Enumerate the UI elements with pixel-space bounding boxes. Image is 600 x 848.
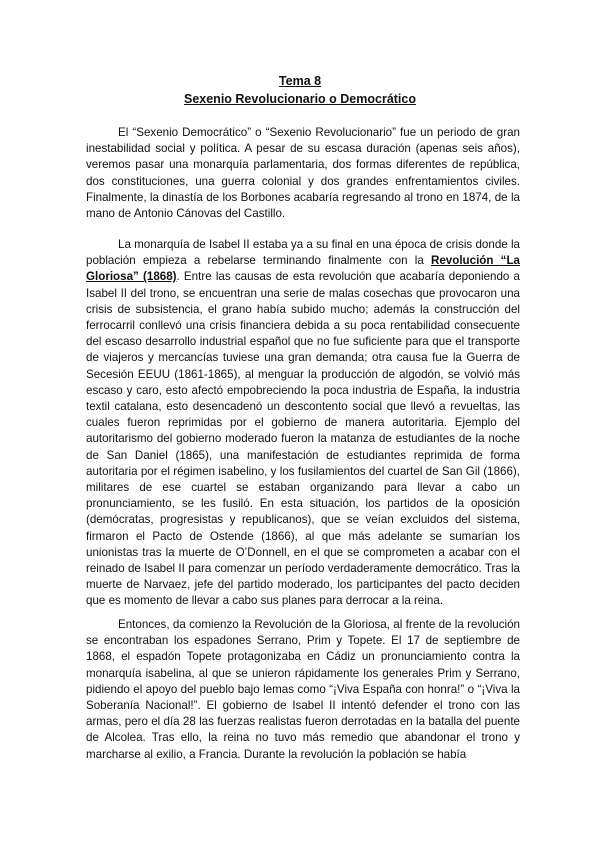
revolution-highlight: Revolución “La Gloriosa” (1868) (86, 254, 520, 284)
topic-title-heading: Sexenio Revolucionario o Democrático (183, 92, 416, 106)
causes-paragraph-text-start: La monarquía de Isabel II estaba ya a su final en una época de crisis donde la población empieza a rebelarse terminando finalmente con la (86, 238, 520, 268)
intro-paragraph: El “Sexenio Democrático” o “Sexenio Revolucionario” fue un periodo de gran inestabilidad social y política. A pesar de su escasa duración (apenas seis años), veremos pasar una monarquía parlamentaria, dos formas diferentes de república, dos constituciones, una guerra colonial y dos grandes enfrentamientos civiles. Finalmente, la dinastía de los Borbones acabaría regresando al trono en 1874, de la mano de Antonio Cánovas del Castillo. (86, 126, 520, 221)
causes-paragraph-text-end: . Entre las causas de esta revolución que acabaría deponiendo a Isabel II del trono, se encuentran una serie de malas cosechas que provocaron una crisis de subsistencia, el grano había subido mucho; además la construcción del ferrocarril conllevó una crisis financiera debida a su poca rentabilidad consecuente del escaso desarrollo industrial español que no fue suficiente para que el transporte de viajeros y mercancías tuviese una gran demanda; otra causa fue la Guerra de Secesión EEUU (1861-1865), al menguar la producción de algodón, se volvió más escaso y caro, esto afectó empobreciendo la poca industria de España, la industria textil catalana, esto desencadenó un descontento social que llevó a revueltas, las cuales fueron reprimidas por el gobierno de manera autoritaria. Ejemplo del autoritarismo del gobierno moderado fueron la matanza de estudiantes de la noche de San Daniel (1865), una manifestación de estudiantes reprimida de forma autoritaria por el régimen isabelino, y los fusilamientos del cuartel de San Gil (1866), militares de ese cuartel se estaban organizando para llevar a cabo un pronunciamiento, se les fusiló. En esta situación, los partidos de la oposición (demócratas, progresistas y republicanos), que se veían excluidos del sistema, firmaron el Pacto de Ostende (1866), al que más adelante se sumarían los unionistas tras la muerte de O’Donnell, en el que se comprometen a acabar con el reinado de Isabel II para comenzar un período verdaderamente democrático. Tras la muerte de Narvaez, jefe del partido moderado, los participantes del pacto deciden que es momento de llevar a cabo sus planes para derrocar a la reina. (86, 270, 520, 608)
revolution-paragraph: Entonces, da comienzo la Revolución de la Gloriosa, al frente de la revolución se encontraban los espadones Serrano, Prim y Topete. El 17 de septiembre de 1868, el espadón Topete protagonizaba en Cádiz un pronunciamiento contra la monarquía isabelina, al que se unieron rápidamente los generales Prim y Serrano, pidiendo el apoyo del pueblo bajo lemas como “¡Viva España con honra!” o “¡Viva la Soberanía Nacional!”. El gobierno de Isabel II intentó defender el trono con las armas, pero el día 28 las fuerzas realistas fueron derrotadas en la batalla del puente de Alcolea. Tras ello, la reina no tuvo más remedio que abandonar el trono y marcharse al exilio, a Francia. Durante la revolución la población se había (86, 618, 520, 761)
topic-number-heading: Tema 8 (278, 74, 322, 88)
causes-paragraph (86, 237, 520, 610)
